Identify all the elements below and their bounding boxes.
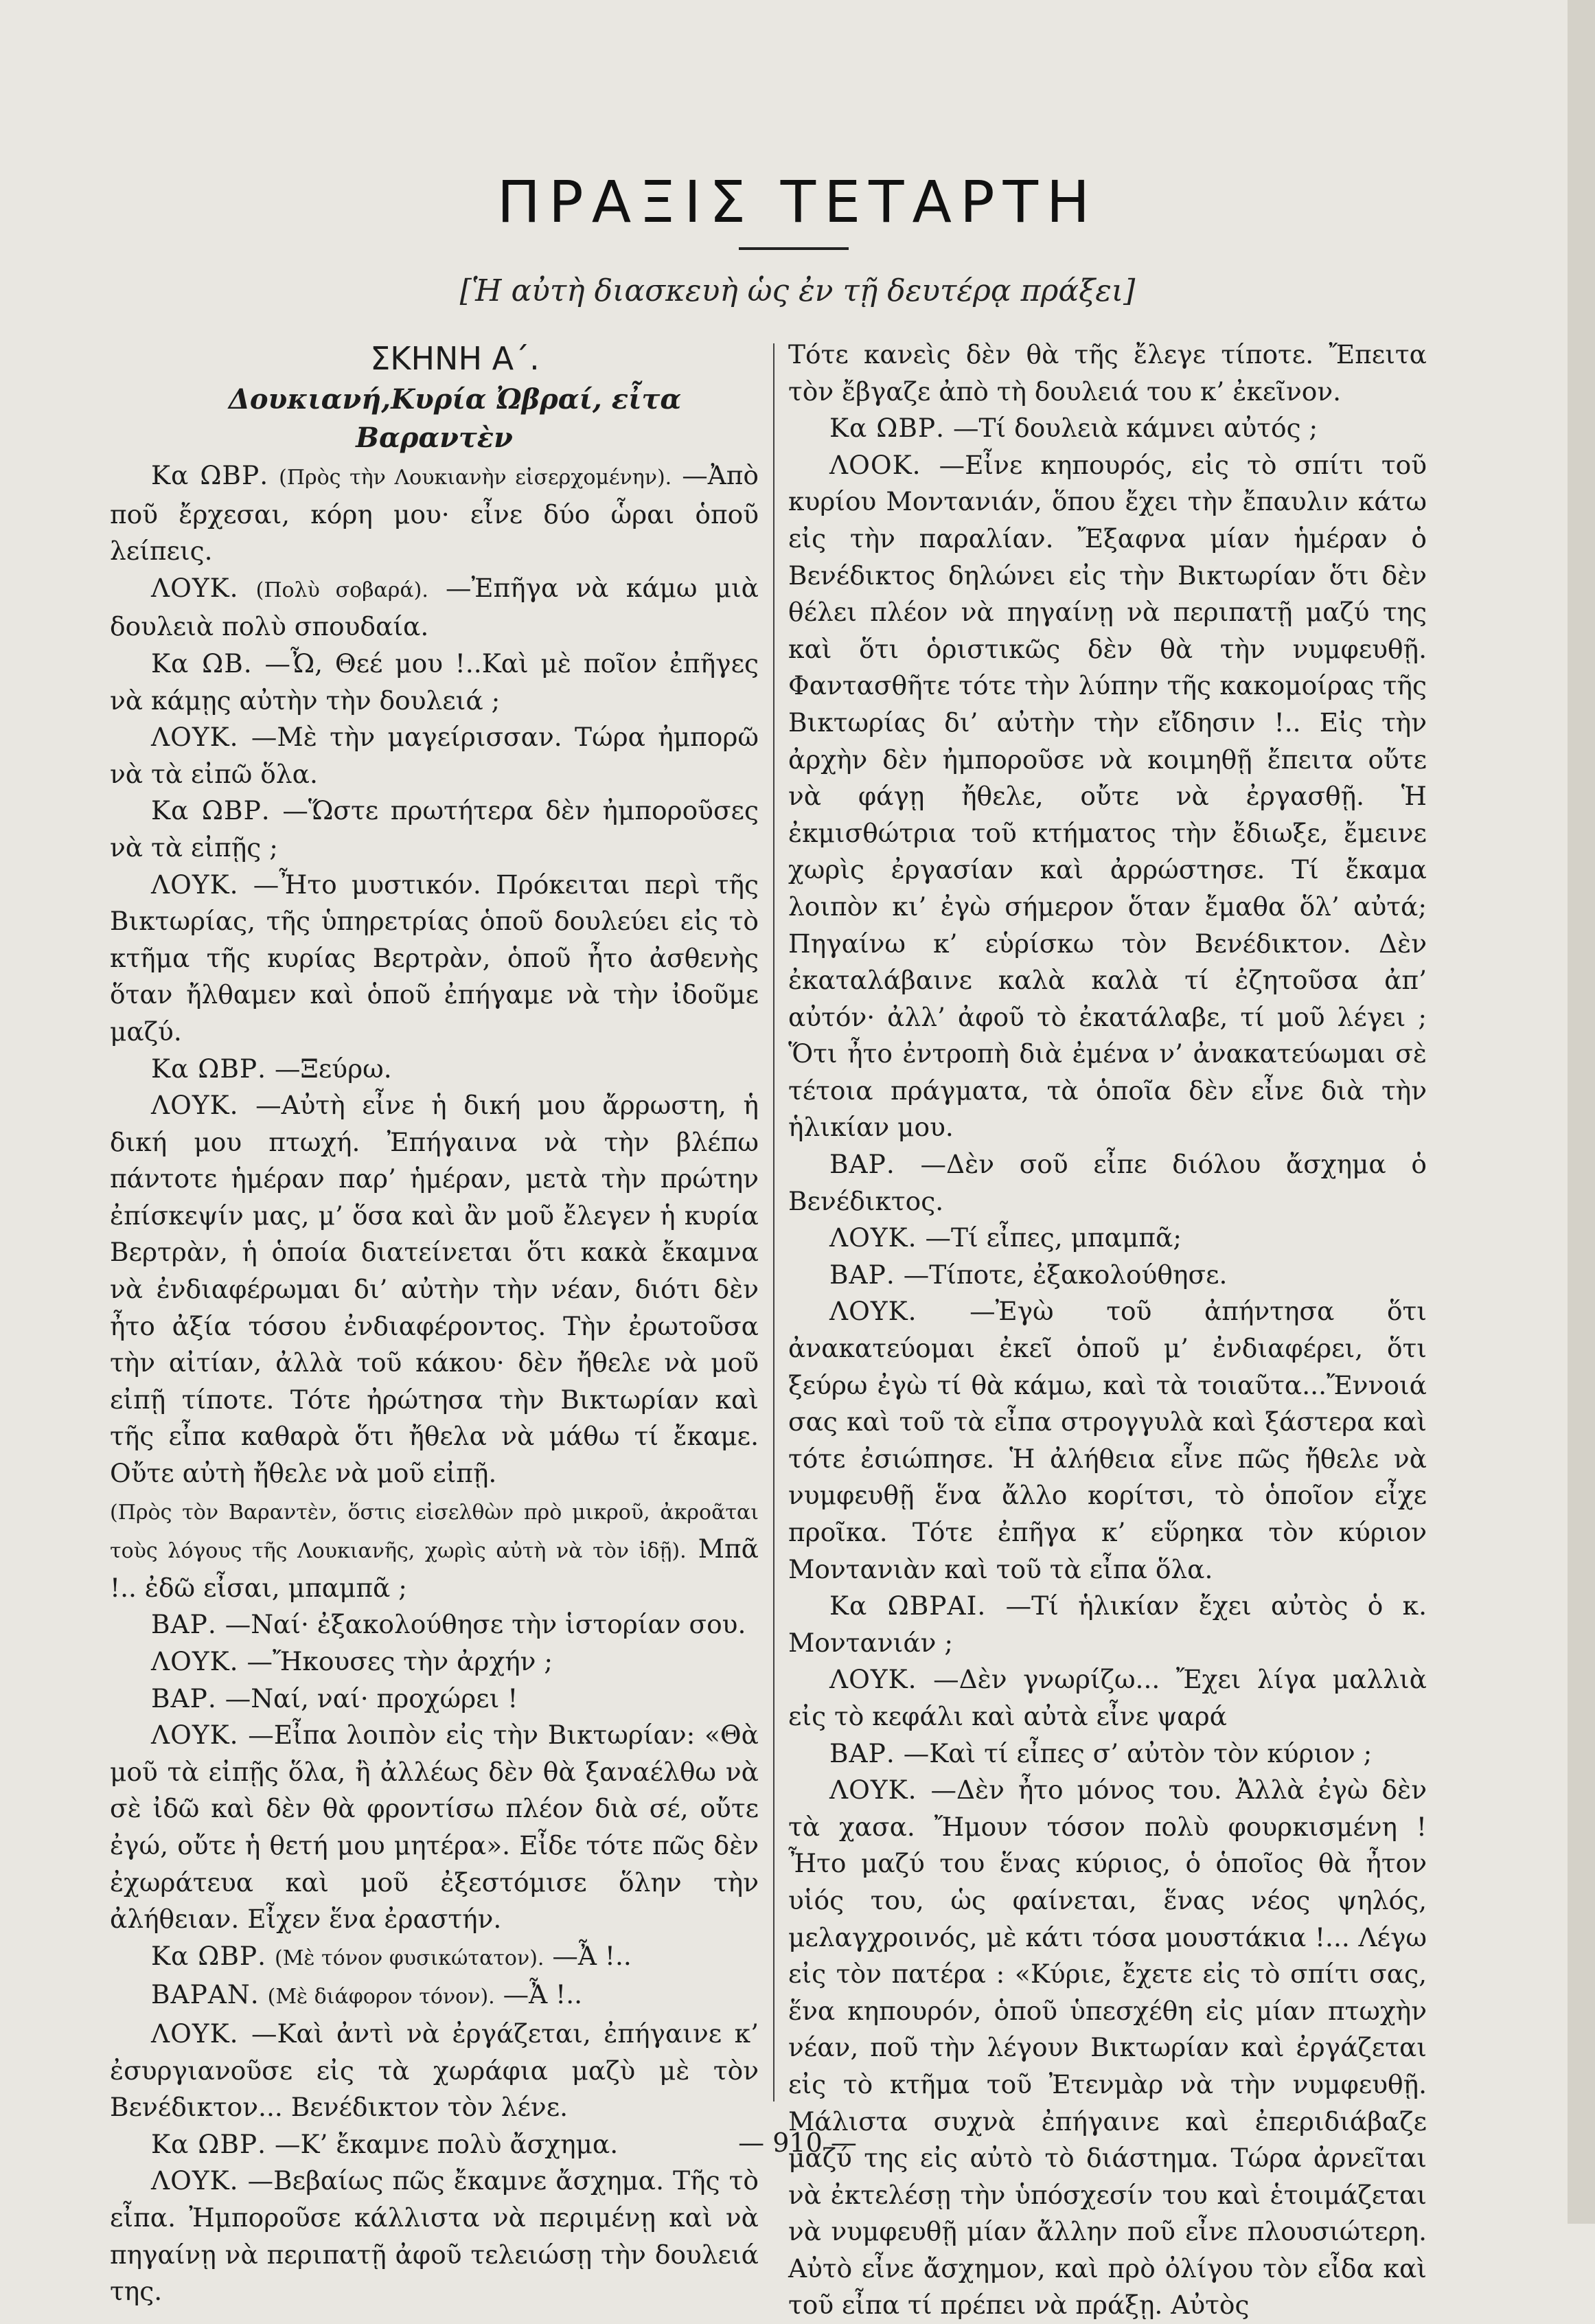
- dialogue-text: —Ναί, ναί· προχώρει !: [225, 1683, 518, 1713]
- act-title: ΠΡΑΞΙΣ ΤΕΤΑΡΤΗ: [496, 168, 1099, 236]
- speaker-name: Κα ΩΒ.: [151, 648, 253, 679]
- speaker-name: ΒΑΡ.: [151, 1683, 217, 1713]
- dialogue-text: —Τί ἡλικίαν ἔχει αὐτὸς ὁ κ. Μοντανιάν ;: [788, 1591, 1427, 1658]
- dialogue-text: —Βεβαίως πῶς ἔκαμνε ἄσχημα. Τῆς τὸ εἶπα. Ἠμποροῦσε κάλλιστα νὰ περιμένῃ καὶ νὰ πηγαίνῃ νὰ περιπατῇ ἀφοῦ τελειώσῃ τὴν δουλειά της.: [110, 2165, 759, 2307]
- dialogue-paragraph: [110, 2016, 759, 2126]
- speaker-name: ΛΟΥΚ.: [151, 1720, 239, 1751]
- dialogue-text: —Ἐπῆγα νὰ κάμω μιὰ δουλειὰ πολὺ σπουδαία.: [110, 572, 759, 642]
- speaker-name: ΛΟΟΚ.: [829, 449, 921, 480]
- dialogue-paragraph: [788, 1661, 1427, 1735]
- column-divider: [773, 343, 774, 2101]
- speaker-name: Κα ΩΒΡ.: [151, 460, 269, 490]
- speaker-name: Κα ΩΒΡ.: [829, 413, 945, 444]
- dialogue-text: —Καὶ τί εἶπες σ’ αὐτὸν τὸν κύριον ;: [903, 1738, 1373, 1768]
- dialogue-text: —Ξεύρω.: [274, 1053, 392, 1084]
- dialogue-paragraph: [788, 447, 1427, 1146]
- dialogue-paragraph: [788, 337, 1427, 410]
- dialogue-text: —Δὲν γνωρίζω... Ἔχει λίγα μαλλιὰ εἰς τὸ κεφάλι καὶ αὐτὰ εἶνε ψαρά: [788, 1664, 1427, 1731]
- dialogue-text: —Δὲν σοῦ εἶπε διόλου ἄσχημα ὁ Βενέδικτος.: [788, 1149, 1427, 1216]
- speaker-name: Κα ΩΒΡ.: [151, 2128, 267, 2159]
- speaker-name: ΛΟΥΚ.: [151, 722, 239, 753]
- scene-title: ΣΚΗΝΗ Α΄.: [370, 340, 540, 377]
- right-column: [788, 337, 1427, 2324]
- speaker-name: ΛΟΥΚ.: [829, 1664, 917, 1695]
- dialogue-paragraph: [110, 1087, 759, 1492]
- speaker-name: ΒΑΡ.: [151, 1609, 217, 1640]
- dialogue-paragraph: [110, 1606, 759, 1643]
- dialogue-text: —Τί εἶπες, μπαμπᾶ;: [925, 1222, 1182, 1253]
- stage-direction: (Μὲ διάφορον τόνον).: [267, 1985, 495, 2009]
- dialogue-paragraph: [788, 1735, 1427, 1773]
- dialogue-paragraph: [110, 457, 759, 570]
- dialogue-text: —Μὲ τὴν μαγείρισσαν. Τώρα ἠμπορῶ νὰ τὰ εἰπῶ ὅλα.: [110, 722, 759, 789]
- speaker-name: ΛΟΥΚ.: [151, 2165, 239, 2196]
- dialogue-text: —Ἆ !..: [503, 1979, 583, 2010]
- stage-direction: (Πρὸς τὸν Βαραντὲν, ὅστις εἰσελθὼν πρὸ μικροῦ, ἀκροᾶται τοὺς λόγους τῆς Λουκιανῆς, χωρὶς αὐτὴ νὰ τὸν ἰδῇ).: [110, 1500, 759, 1564]
- scene-cast: Δουκιανή,Κυρία Ὠβραί, εἶτα Βαραντὲν: [228, 383, 682, 454]
- dialogue-paragraph: [788, 410, 1427, 447]
- speaker-name: Κα ΩΒΡ.: [151, 1940, 267, 1971]
- dialogue-text: Τότε κανεὶς δὲν θὰ τῆς ἔλεγε τίποτε. Ἔπειτα τὸν ἔβγαζε ἀπὸ τὴ δουλειά του κ’ ἐκεῖνον.: [788, 339, 1427, 407]
- dialogue-paragraph: [110, 1643, 759, 1681]
- dialogue-text: —Τίποτε, ἐξακολούθησε.: [903, 1259, 1228, 1290]
- dialogue-paragraph: [110, 793, 759, 866]
- stage-direction: (Πολὺ σοβαρά).: [255, 578, 428, 602]
- dialogue-text: —Τί δουλειὰ κάμνει αὐτός ;: [952, 413, 1318, 444]
- dialogue-text: Μπᾶ !.. ἐδῶ εἶσαι, μπαμπᾶ ;: [110, 1534, 759, 1603]
- dialogue-paragraph: [110, 1938, 759, 1977]
- speaker-name: ΒΑΡΑΝ.: [151, 1979, 260, 2010]
- dialogue-paragraph: [110, 1492, 759, 1607]
- stage-direction: (Μὲ τόνον φυσικώτατον).: [274, 1946, 544, 1970]
- dialogue-text: —Ναί· ἐξακολούθησε τὴν ἱστορίαν σου.: [225, 1609, 746, 1640]
- dialogue-text: —Ὥστε πρωτήτερα δὲν ἠμποροῦσες νὰ τὰ εἰπῇς ;: [110, 795, 759, 863]
- speaker-name: ΛΟΥΚ.: [151, 2018, 239, 2049]
- speaker-name: Κα ΩΒΡΑΙ.: [829, 1591, 987, 1621]
- speaker-name: ΒΑΡ.: [829, 1149, 895, 1180]
- dialogue-paragraph: [788, 1146, 1427, 1220]
- dialogue-text: —Ἦτο μυστικόν. Πρόκειται περὶ τῆς Βικτωρίας, τῆς ὑπηρετρίας ὁποῦ δουλεύει εἰς τὸ κτῆμα τῆς κυρίας Βερτρὰν, ὁποῦ ἦτο ἀσθενὴς ὅταν ἤλθαμεν καὶ ὁποῦ ἐπήγαμε νὰ τὴν ἰδοῦμε μαζύ.: [110, 869, 759, 1047]
- dialogue-text: —Αὐτὴ εἶνε ἡ δική μου ἄρρωστη, ἡ δική μου πτωχή. Ἐπήγαινα νὰ τὴν βλέπω πάντοτε ἡμέραν παρ’ ἡμέραν, μετὰ τὴν πρώτην ἐπίσκεψίν μας, μ’ ὅσα καὶ ἂν μοῦ ἔλεγεν ἡ κυρία Βερτρὰν, ἡ ὁποία διατείνεται ὅτι κακὰ ἔκαμνα νὰ ἐνδιαφέρωμαι δι’ αὐτὴν τὴν νέαν, διότι δὲν ἦτο ἀξία τόσου ἐνδιαφέροντος. Τὴν ἐρωτοῦσα τὴν αἰτίαν, ἀλλὰ τοῦ κάκου· δὲν ἤθελε νὰ μοῦ εἰπῇ τίποτε. Τότε ἠρώτησα τὴν Βικτωρίαν καὶ τῆς εἶπα καθαρὰ ὅτι ἤθελα νὰ μάθω τί ἔκαμε. Οὔτε αὐτὴ ἤθελε νὰ μοῦ εἰπῇ.: [110, 1090, 759, 1489]
- speaker-name: ΛΟΥΚ.: [829, 1222, 917, 1253]
- dialogue-paragraph: [110, 719, 759, 793]
- speaker-name: ΒΑΡ.: [829, 1738, 895, 1768]
- dialogue-text: —Ἐγὼ τοῦ ἀπήντησα ὅτι ἀνακατεύομαι ἐκεῖ ὁποῦ μ’ ἐνδιαφέρει, ὅτι ξεύρω ἐγὼ τί θὰ κάμω, καὶ τὰ τοιαῦτα...Ἔννοιά σας καὶ τοῦ τὰ εἶπα στρογγυλὰ καὶ ξάστερα καὶ τότε ἐσιώπησε. Ἡ ἀλήθεια εἶνε πῶς ἤθελε νὰ νυμφευθῇ ἕνα ἄλλο κορίτσι, τὸ ὁποῖον εἶχε προῖκα. Τότε ἐπῆγα κ’ εὕρηκα τὸν κύριον Μοντανιὰν καὶ τοῦ τὰ εἶπα ὅλα.: [788, 1296, 1427, 1584]
- page-edge: [1568, 0, 1595, 2224]
- dialogue-text: —Ἀπὸ ποῦ ἔρχεσαι, κόρη μου· εἶνε δύο ὧραι ὁποῦ λείπεις.: [110, 460, 759, 567]
- left-column: [110, 337, 759, 2310]
- speaker-name: Κα ΩΒΡ.: [151, 795, 271, 826]
- speaker-name: ΛΟΥΚ.: [829, 1775, 917, 1805]
- dialogue-text: —Κ’ ἔκαμνε πολὺ ἄσχημα.: [274, 2128, 619, 2159]
- speaker-name: Κα ΩΒΡ.: [151, 1053, 267, 1084]
- left-column-body: [110, 457, 759, 2310]
- dialogue-paragraph: [788, 1293, 1427, 1588]
- dialogue-paragraph: [110, 1681, 759, 1718]
- dialogue-paragraph: [110, 1717, 759, 1938]
- speaker-name: ΛΟΥΚ.: [151, 869, 239, 900]
- dialogue-paragraph: [788, 1588, 1427, 1661]
- dialogue-paragraph: [110, 867, 759, 1051]
- stage-note: [Ἡ αὐτὴ διασκευὴ ὡς ἐν τῇ δευτέρᾳ πράξει]: [459, 273, 1136, 308]
- dialogue-paragraph: [110, 570, 759, 646]
- dialogue-paragraph: [788, 1220, 1427, 1257]
- right-column-body: [788, 337, 1427, 2324]
- speaker-name: ΛΟΥΚ.: [829, 1296, 917, 1327]
- dialogue-paragraph: [110, 2163, 759, 2310]
- speaker-name: ΛΟΥΚ.: [151, 572, 239, 603]
- speaker-name: ΒΑΡ.: [829, 1259, 895, 1290]
- dialogue-text: —Εἶπα λοιπὸν εἰς τὴν Βικτωρίαν: «Θὰ μοῦ τὰ εἰπῇς ὅλα, ἢ ἀλλέως δὲν θὰ ξαναέλθω νὰ σὲ ἰδῶ καὶ δὲν θὰ φροντίσω πλέον διὰ σέ, οὔτε ἐγώ, οὔτε ἡ θετή μου μητέρα». Εἶδε τότε πῶς δὲν ἐχωράτευα καὶ μοῦ ἐξεστόμισε ὅλην τὴν ἀλήθειαν. Εἶχεν ἕνα ἐραστήν.: [110, 1720, 759, 1935]
- dialogue-text: —Ὦ, Θεέ μου !..Καὶ μὲ ποῖον ἐπῆγες νὰ κάμῃς αὐτὴν τὴν δουλειά ;: [110, 648, 759, 716]
- dialogue-text: —Δὲν ἦτο μόνος του. Ἀλλὰ ἐγὼ δὲν τὰ χασα. Ἤμουν τόσον πολὺ φουρκισμένη ! Ἦτο μαζύ του ἕνας κύριος, ὁ ὁποῖος θὰ ἦτον υἱός του, ὡς φαίνεται, ἕνας νέος ψηλός, μελαγχροινός, μὲ κάτι τόσα μουστάκια !... Λέγω εἰς τὸν πατέρα : «Κύριε, ἔχετε εἰς τὸ σπίτι σας, ἕνα κηπουρόν, ὁποῦ ὑπεσχέθη εἰς μίαν πτωχὴν νέαν, ποῦ τὴν λέγουν Βικτωρίαν καὶ ἐργάζεται εἰς τὸ κτῆμα τοῦ Ἐτενμὰρ νὰ τὴν νυμφευθῇ. Μάλιστα συχνὰ ἐπήγαινε καὶ ἐπεριδιάβαζε μαζύ της εἰς αὐτὸ τὸ διάστημα. Τώρα ἀρνεῖται νὰ ἐκτελέσῃ τὴν ὑπόσχεσίν του καὶ ἑτοιμάζεται νὰ νυμφευθῇ μίαν ἄλλην ποῦ εἶνε πλουσιώτερη. Αὐτὸ εἶνε ἄσχημον, καὶ πρὸ ὀλίγου τὸν εἶδα καὶ τοῦ εἶπα τί πρέπει νὰ πράξῃ. Αὐτὸς: [788, 1775, 1427, 2321]
- stage-direction: (Πρὸς τὴν Λουκιανὴν εἰσερχομένην).: [279, 466, 672, 490]
- dialogue-text: —Εἶνε κηπουρός, εἰς τὸ σπίτι τοῦ κυρίου Μοντανιάν, ὅπου ἔχει τὴν ἔπαυλιν κάτω εἰς τὴν παραλίαν. Ἔξαφνα μίαν ἡμέραν ὁ Βενέδικτος δηλώνει εἰς τὴν Βικτωρίαν ὅτι δὲν θέλει πλέον νὰ πηγαίνῃ νὰ περιπατῇ μαζύ της καὶ ὅτι ὁριστικῶς δὲν θὰ τὴν νυμφευθῇ. Φαντασθῆτε τότε τὴν λύπην τῆς κακομοίρας τῆς Βικτωρίας δι’ αὐτὴν τὴν εἴδησιν !.. Εἰς τὴν ἀρχὴν δὲν ἠμποροῦσε νὰ κοιμηθῇ ἔπειτα οὔτε νὰ φάγῃ ἤθελε, οὔτε νὰ ἐργασθῇ. Ἡ ἐκμισθώτρια τοῦ κτήματος τὴν ἔδιωξε, ἔμεινε χωρὶς ἐργασίαν καὶ ἀρρώστησε. Τί ἔκαμα λοιπὸν κι’ ἐγὼ σήμερον ὅταν ἔμαθα ὅλ’ αὐτά; Πηγαίνω κ’ εὑρίσκω τὸν Βενέδικτον. Δὲν ἐκαταλάβαινε καλὰ καλὰ τί ἐζητοῦσα ἀπ’ αὐτόν· ἀλλ’ ἀφοῦ τὸ ἐκατάλαβε, τί μοῦ λέγει ; Ὅτι ἦτο ἐντροπὴ διὰ ἐμένα ν’ ἀνακατεύωμαι σὲ τέτοια πράγματα, τὰ ὁποῖα δὲν εἶνε διὰ τὴν ἡλικίαν μου.: [788, 449, 1427, 1143]
- dialogue-text: —Ἆ !..: [552, 1940, 632, 1971]
- dialogue-paragraph: [788, 1772, 1427, 2324]
- speaker-name: ΛΟΥΚ.: [151, 1646, 239, 1676]
- title-rule: [739, 247, 849, 250]
- dialogue-paragraph: [110, 1051, 759, 1088]
- dialogue-paragraph: [110, 1976, 759, 2016]
- dialogue-text: —Ἤκουσες τὴν ἀρχήν ;: [246, 1646, 553, 1676]
- page-number: — 910 —: [738, 2128, 857, 2158]
- dialogue-paragraph: [110, 646, 759, 719]
- dialogue-text: —Καὶ ἀντὶ νὰ ἐργάζεται, ἐπήγαινε κ’ ἐσυργιανοῦσε εἰς τὰ χωράφια μαζὺ μὲ τὸν Βενέδικτον... Βενέδικτον τὸν λένε.: [110, 2018, 759, 2123]
- dialogue-paragraph: [788, 1257, 1427, 1294]
- speaker-name: ΛΟΥΚ.: [151, 1090, 239, 1121]
